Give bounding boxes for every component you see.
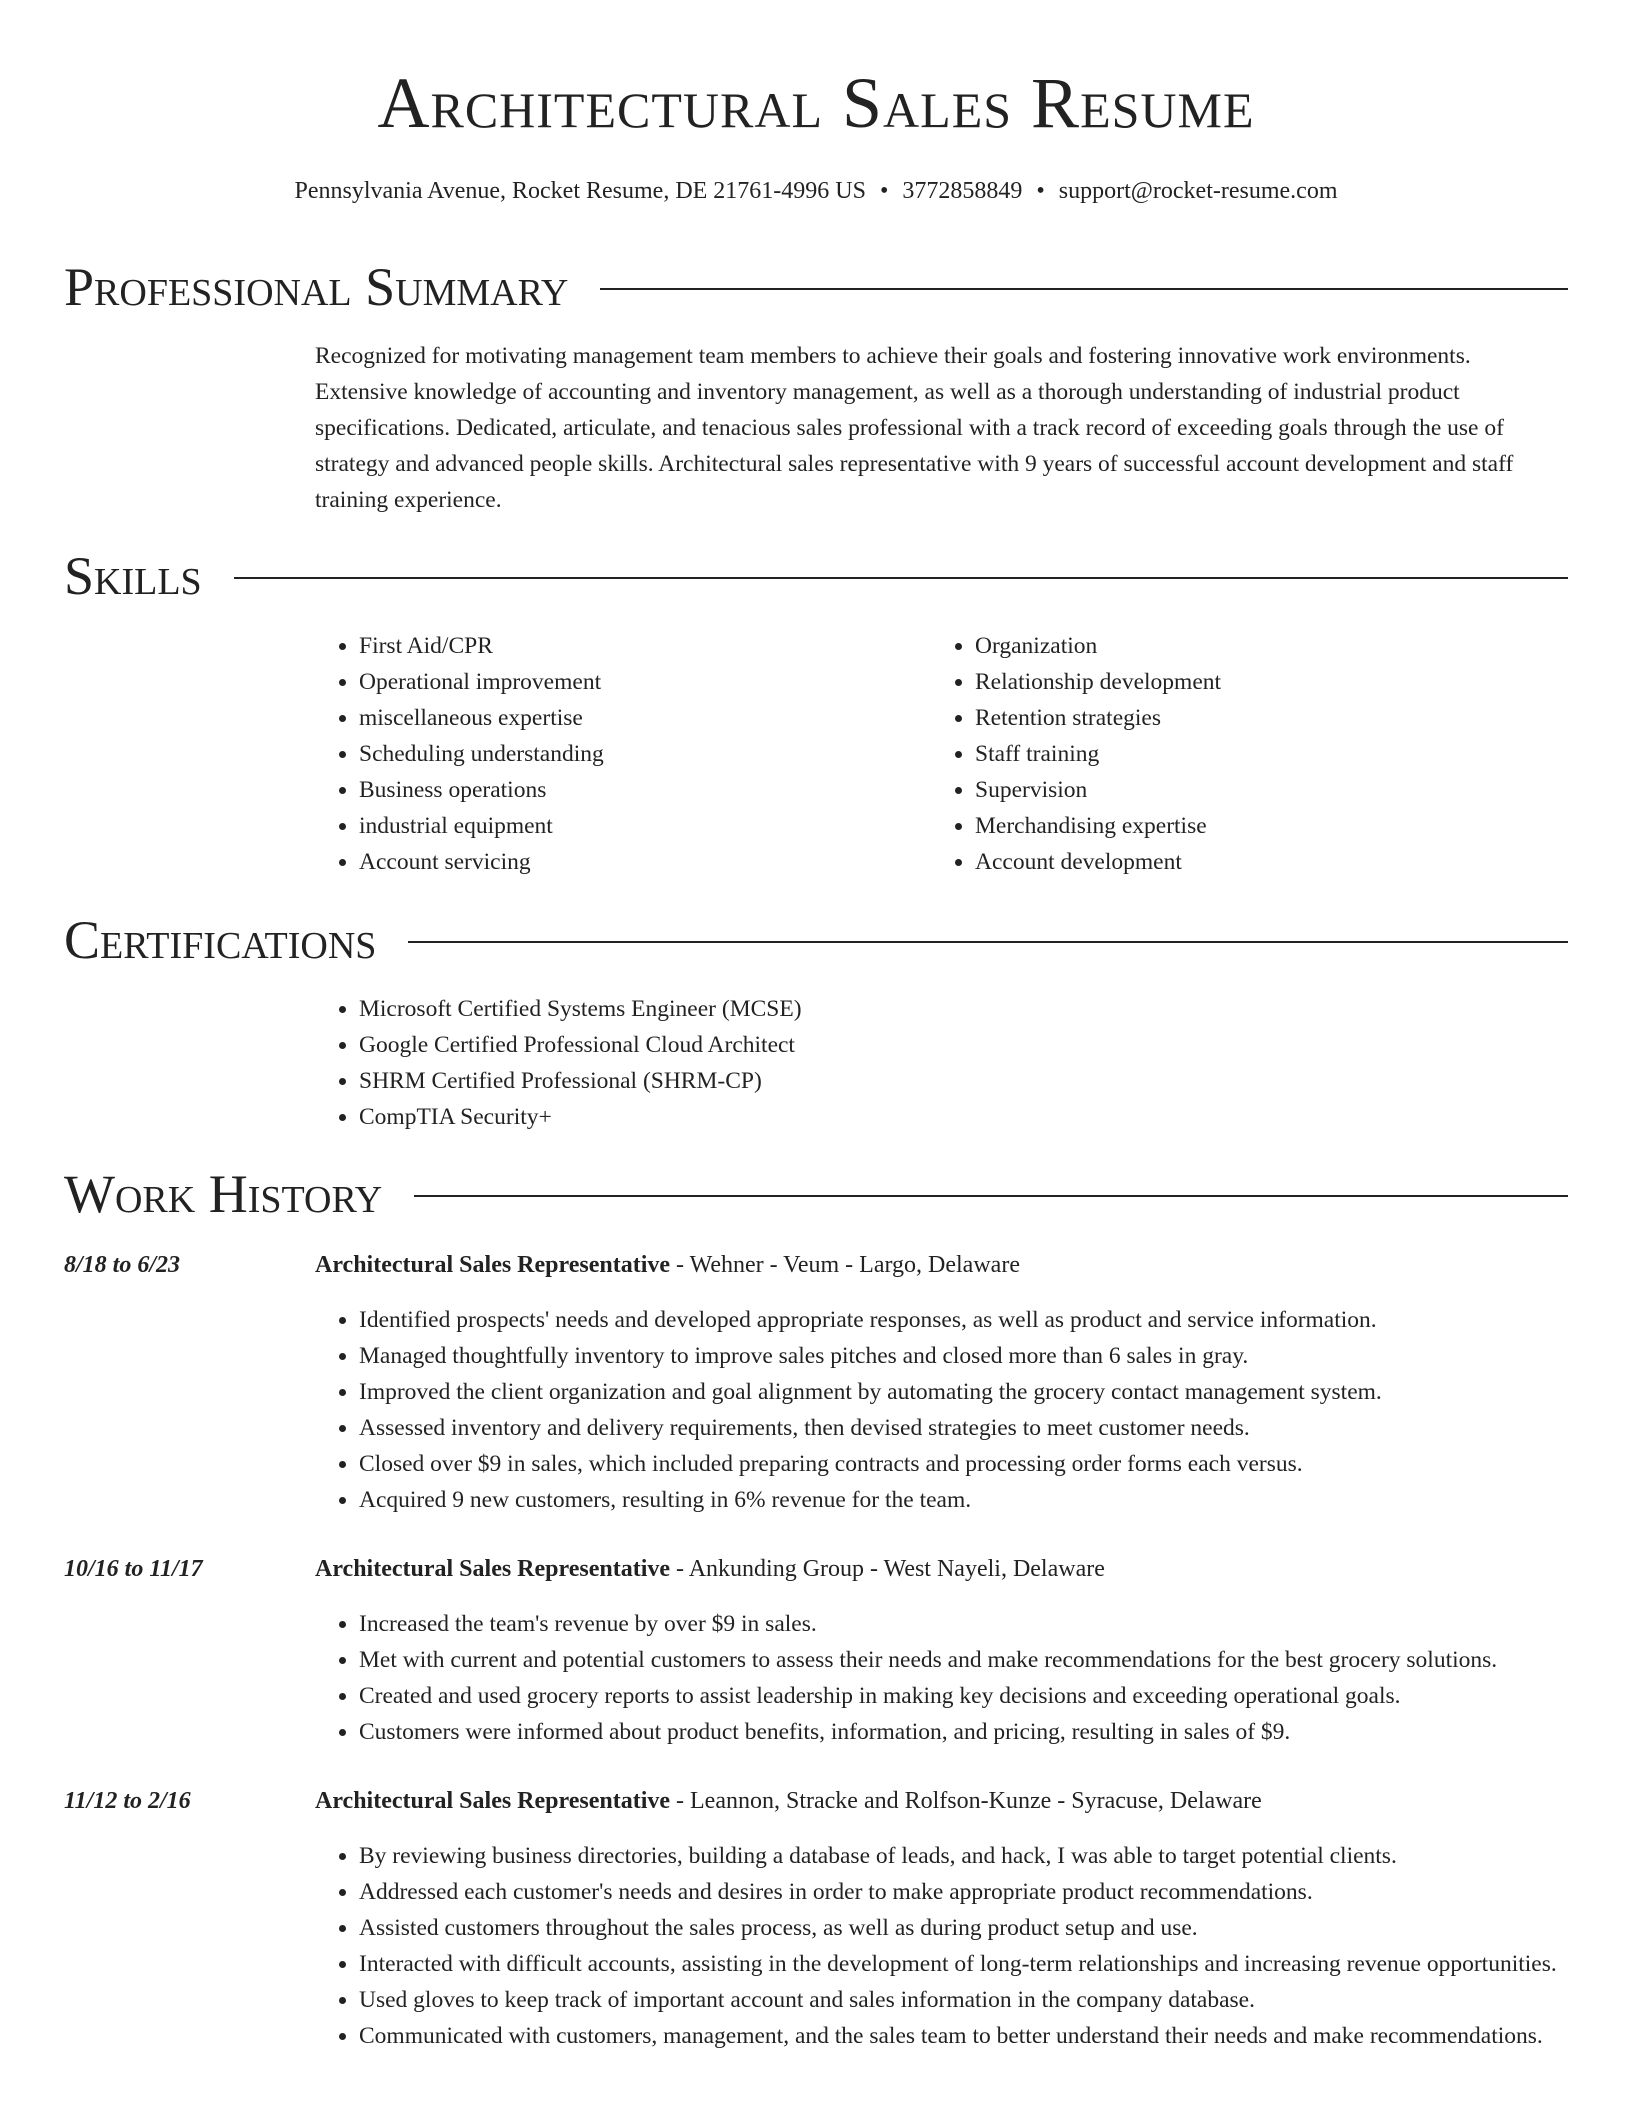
job-dates: 11/12 to 2/16	[64, 1788, 191, 1814]
skill-item: • industrial equipment	[359, 808, 604, 844]
job-bullet: • Met with current and potential customers to assess their needs and make recommendations for the best grocery solutions.	[359, 1642, 1568, 1678]
section-divider	[414, 1195, 1568, 1197]
section-title-certifications: Certifications	[64, 910, 377, 970]
skills-column-right	[931, 628, 1221, 880]
section-title-skills: Skills	[64, 546, 202, 606]
skill-item: • Organization	[975, 628, 1221, 664]
job-title-line	[315, 1552, 1105, 1586]
job-bullet: • Managed thoughtfully inventory to improve sales pitches and closed more than 6 sales in gray.	[359, 1338, 1568, 1374]
section-header-summary	[64, 256, 1568, 318]
job-dates: 10/16 to 11/17	[64, 1556, 203, 1582]
job-bullet: • Closed over $9 in sales, which included preparing contracts and processing order forms each versus.	[359, 1446, 1568, 1482]
job-bullets	[315, 1838, 1568, 2054]
job-bullet: • Addressed each customer's needs and desires in order to make appropriate product recommendations.	[359, 1874, 1568, 1910]
job-bullets	[315, 1302, 1568, 1518]
job-bullet: • Interacted with difficult accounts, assisting in the development of long-term relationships and increasing revenue opportunities.	[359, 1946, 1568, 1982]
certifications-list	[315, 991, 802, 1135]
summary-text: Recognized for motivating management team members to achieve their goals and fostering innovative work environments. Extensive knowledge of accounting and inventory management, as well as a thorough understanding of industrial product specifications. Dedicated, articulate, and tenacious sales professional with a track record of exceeding goals through the use of strategy and advanced people skills. Architectural sales representative with 9 years of successful account development and staff training experience.	[315, 343, 1514, 513]
contact-address: Pennsylvania Avenue, Rocket Resume, DE 21761-4996 US	[294, 178, 866, 204]
job-bullet: • Assisted customers throughout the sales process, as well as during product setup and use.	[359, 1910, 1568, 1946]
certification-item: • Google Certified Professional Cloud Architect	[359, 1027, 802, 1063]
certification-item: • Microsoft Certified Systems Engineer (MCSE)	[359, 991, 802, 1027]
certification-item: • CompTIA Security+	[359, 1099, 802, 1135]
contact-separator: •	[879, 178, 889, 204]
skills-list-right	[931, 628, 1221, 880]
skill-item: • First Aid/CPR	[359, 628, 604, 664]
job-title-line	[315, 1784, 1262, 1818]
skill-item: • Operational improvement	[359, 664, 604, 700]
section-divider	[408, 941, 1568, 943]
job-bullets	[315, 1606, 1568, 1750]
job-role: Architectural Sales Representative	[315, 1252, 671, 1278]
skills-column-left	[315, 628, 604, 880]
section-title-summary: Professional Summary	[64, 257, 569, 317]
job-bullet: • Improved the client organization and goal alignment by automating the grocery contact management system.	[359, 1374, 1568, 1410]
job-bullet: • Customers were informed about product benefits, information, and pricing, resulting in sales of $9.	[359, 1714, 1568, 1750]
job-bullet: • By reviewing business directories, building a database of leads, and hack, I was able to target potential clients.	[359, 1838, 1568, 1874]
skill-item: • Retention strategies	[975, 700, 1221, 736]
skill-item: • Staff training	[975, 736, 1221, 772]
job-role: Architectural Sales Representative	[315, 1556, 671, 1582]
contact-line	[0, 176, 1632, 206]
section-header-work-history	[64, 1163, 1568, 1225]
skill-item: • miscellaneous expertise	[359, 700, 604, 736]
job-bullet: • Communicated with customers, management, and the sales team to better understand their needs and make recommendations.	[359, 2018, 1568, 2054]
job-dates: 8/18 to 6/23	[64, 1252, 181, 1278]
skill-item: • Account servicing	[359, 844, 604, 880]
certification-item: • SHRM Certified Professional (SHRM-CP)	[359, 1063, 802, 1099]
section-divider	[234, 577, 1568, 579]
job-title-line	[315, 1248, 1020, 1282]
skill-item: • Scheduling understanding	[359, 736, 604, 772]
contact-separator: •	[1036, 178, 1045, 204]
skill-item: • Business operations	[359, 772, 604, 808]
job-bullet: • Acquired 9 new customers, resulting in 6% revenue for the team.	[359, 1482, 1568, 1518]
job-bullet: • Created and used grocery reports to assist leadership in making key decisions and exceeding operational goals.	[359, 1678, 1568, 1714]
job-bullet: • Increased the team's revenue by over $9 in sales.	[359, 1606, 1568, 1642]
section-header-skills	[64, 545, 1568, 607]
job-employer: - Leannon, Stracke and Rolfson-Kunze - Syracuse, Delaware	[670, 1788, 1262, 1814]
job-bullet: • Assessed inventory and delivery requirements, then devised strategies to meet customer needs.	[359, 1410, 1568, 1446]
section-title-work-history: Work History	[64, 1164, 383, 1224]
contact-phone: 3772858849	[902, 178, 1023, 204]
skill-item: • Account development	[975, 844, 1221, 880]
section-header-certifications	[64, 909, 1568, 971]
skill-item: • Merchandising expertise	[975, 808, 1221, 844]
job-bullet: • Used gloves to keep track of important account and sales information in the company database.	[359, 1982, 1568, 2018]
skill-item: • Supervision	[975, 772, 1221, 808]
skill-item: • Relationship development	[975, 664, 1221, 700]
contact-email[interactable]: support@rocket-resume.com	[1058, 178, 1338, 204]
job-bullet: • Identified prospects' needs and developed appropriate responses, as well as product and service information.	[359, 1302, 1568, 1338]
job-employer: - Wehner - Veum - Largo, Delaware	[670, 1252, 1020, 1278]
resume-title: Architectural Sales Resume	[377, 63, 1255, 143]
section-divider	[600, 288, 1568, 290]
skills-list-left	[315, 628, 604, 880]
job-employer: - Ankunding Group - West Nayeli, Delaware	[670, 1556, 1105, 1582]
job-role: Architectural Sales Representative	[315, 1788, 671, 1814]
